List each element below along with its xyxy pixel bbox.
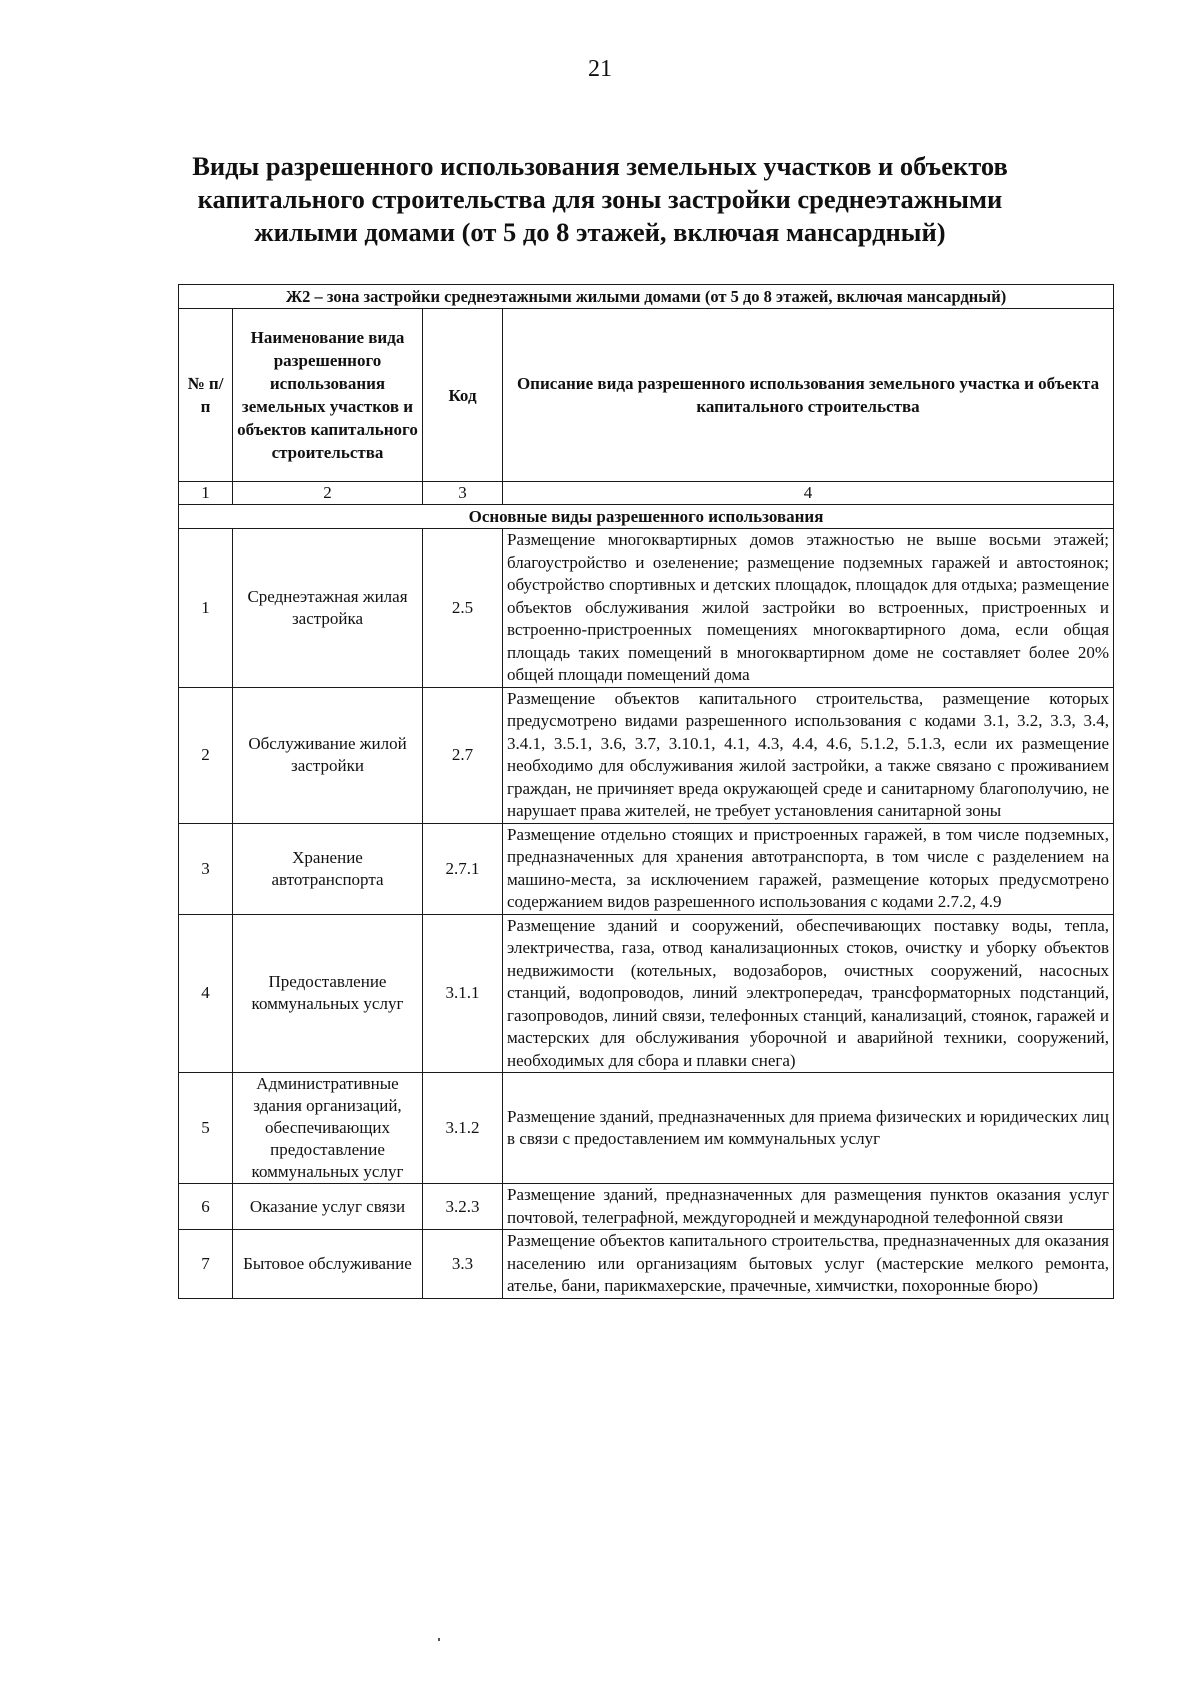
header-code: Код [423, 309, 503, 482]
row-code: 3.1.1 [423, 914, 503, 1073]
column-number: 2 [233, 482, 423, 505]
row-number: 1 [179, 529, 233, 688]
table-row [179, 687, 1114, 823]
zone-caption-row [179, 285, 1114, 309]
row-code: 2.7.1 [423, 823, 503, 914]
table-row [179, 823, 1114, 914]
row-number: 3 [179, 823, 233, 914]
header-name: Наименование вида разрешенного использования земельных участков и объектов капитального строительства [233, 309, 423, 482]
row-code: 2.5 [423, 529, 503, 688]
row-name: Предоставление коммунальных услуг [233, 914, 423, 1073]
scan-speck [438, 1638, 440, 1641]
row-description: Размещение отдельно стоящих и пристроенных гаражей, в том числе подземных, предназначенных для хранения автотранспорта, в том числе с разделением на машино-места, за исключением гаражей, размещение которых предусмотрено содержанием видов разрешенного использования с кодами 2.7.2, 4.9 [503, 823, 1114, 914]
row-description: Размещение многоквартирных домов этажностью не выше восьми этажей; благоустройство и озеленение; размещение подземных гаражей и автостоянок; обустройство спортивных и детских площадок, площадок для отдыха; размещение объектов обслуживания жилой застройки во встроенных, пристроенных и встроенно-пристроенных помещениях многоквартирного дома, если общая площадь таких помещений в многоквартирном доме не составляет более 20% общей площади помещений дома [503, 529, 1114, 688]
header-num: № п/п [179, 309, 233, 482]
header-description: Описание вида разрешенного использования земельного участка и объекта капитального строительства [503, 309, 1114, 482]
row-description: Размещение зданий и сооружений, обеспечивающих поставку воды, тепла, электричества, газа, отвод канализационных стоков, очистку и уборку объектов недвижимости (котельных, водозаборов, очистных сооружений, насосных станций, водопроводов, линий электропередач, трансформаторных подстанций, газопроводов, линий связи, телефонных станций, канализаций, стоянок, гаражей и мастерских для обслуживания уборочной и аварийной техники, сооружений, необходимых для сбора и плавки снега) [503, 914, 1114, 1073]
zone-caption: Ж2 – зона застройки среднеэтажными жилыми домами (от 5 до 8 этажей, включая мансардный) [179, 285, 1114, 309]
row-number: 6 [179, 1184, 233, 1230]
row-name: Бытовое обслуживание [233, 1230, 423, 1299]
page-number: 21 [588, 56, 612, 82]
row-description: Размещение объектов капитального строительства, размещение которых предусмотрено видами разрешенного использования с кодами 3.1, 3.2, 3.3, 3.4, 3.4.1, 3.5.1, 3.6, 3.7, 3.10.1, 4.1, 4.3, 4.4, 4.6, 5.1.2, 5.1.3, если их размещение необходимо для обслуживания жилой застройки, а также связано с проживанием граждан, не причиняет вреда окружающей среде и санитарному благополучию, не нарушает права жителей, не требует установления санитарной зоны [503, 687, 1114, 823]
row-name: Оказание услуг связи [233, 1184, 423, 1230]
table-row [179, 1073, 1114, 1184]
row-description: Размещение зданий, предназначенных для приема физических и юридических лиц в связи с предоставлением им коммунальных услуг [503, 1073, 1114, 1184]
column-number-row [179, 482, 1114, 505]
row-code: 3.1.2 [423, 1073, 503, 1184]
row-code: 2.7 [423, 687, 503, 823]
row-code: 3.3 [423, 1230, 503, 1299]
row-name: Хранение автотранспорта [233, 823, 423, 914]
table-row [179, 529, 1114, 688]
row-code: 3.2.3 [423, 1184, 503, 1230]
row-number: 4 [179, 914, 233, 1073]
row-name: Среднеэтажная жилая застройка [233, 529, 423, 688]
column-number: 4 [503, 482, 1114, 505]
row-number: 2 [179, 687, 233, 823]
row-name: Административные здания организаций, обеспечивающих предоставление коммунальных услуг [233, 1073, 423, 1184]
table-row [179, 1184, 1114, 1230]
row-description: Размещение объектов капитального строительства, предназначенных для оказания населению или организациям бытовых услуг (мастерские мелкого ремонта, ателье, бани, парикмахерские, прачечные, химчистки, похоронные бюро) [503, 1230, 1114, 1299]
document-title: Виды разрешенного использования земельных участков и объектов капитального строительства для зоны застройки среднеэтажными жилыми домами (от 5 до 8 этажей, включая мансардный) [192, 151, 1008, 247]
table-row [179, 914, 1114, 1073]
row-number: 7 [179, 1230, 233, 1299]
land-use-table [178, 284, 1114, 1299]
table-header-row [179, 309, 1114, 482]
table-row [179, 1230, 1114, 1299]
row-description: Размещение зданий, предназначенных для размещения пунктов оказания услуг почтовой, телеграфной, междугородней и международной телефонной связи [503, 1184, 1114, 1230]
row-name: Обслуживание жилой застройки [233, 687, 423, 823]
column-number: 1 [179, 482, 233, 505]
row-number: 5 [179, 1073, 233, 1184]
section-title: Основные виды разрешенного использования [179, 505, 1114, 529]
column-number: 3 [423, 482, 503, 505]
section-row [179, 505, 1114, 529]
